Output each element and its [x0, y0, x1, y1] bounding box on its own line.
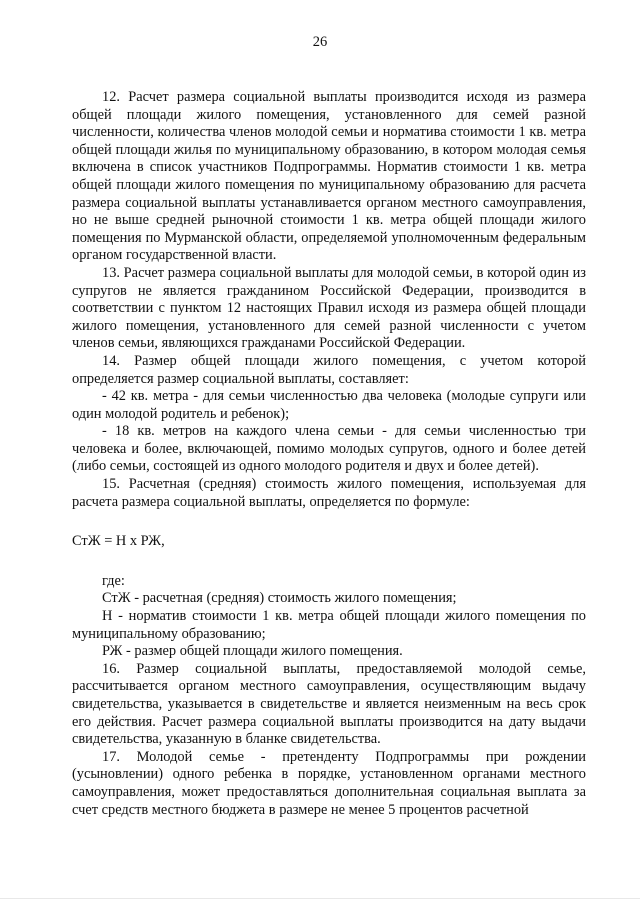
paragraph-14: 14. Размер общей площади жилого помещения, с учетом которой определяется размер социальной выплаты, составляет:	[72, 352, 586, 387]
page-number: 26	[312, 34, 328, 50]
definition-n: Н - норматив стоимости 1 кв. метра общей площади жилого помещения по муниципальному образованию;	[72, 608, 586, 642]
paragraph-13: 13. Расчет размера социальной выплаты для молодой семьи, в которой один из супругов не является гражданином Российской Федерации, производится в соответствии с пунктом 12 настоящих Правил исходя из размера общей площади жилого помещения, установленного для семей разной численности с учетом членов семьи, являющихся гражданами Российской Федерации.	[72, 264, 586, 352]
paragraph-16: 16. Размер социальной выплаты, предоставляемой молодой семье, рассчитывается органом местного самоуправления, осуществляющим выдачу свидетельства, указывается в свидетельстве и является неизменным на весь срок его действия. Расчет размера социальной выплаты производится на дату выдачи свидетельства, указанную в бланке свидетельства.	[72, 660, 586, 748]
formula-where: где:	[102, 572, 125, 589]
paragraph-17: 17. Молодой семье - претенденту Подпрограммы при рождении (усыновлении) одного ребенка в порядке, установленном органами местного самоуправления, может предоставляться дополнительная социальная выплата за счет средств местного бюджета в размере не менее 5 процентов расчетной	[72, 748, 586, 818]
paragraph-14-item-a: - 42 кв. метра - для семьи численностью два человека (молодые супруги или один молодой родитель и ребенок);	[72, 388, 586, 422]
document-body	[72, 89, 586, 819]
formula: СтЖ = Н х РЖ,	[72, 533, 165, 550]
paragraph-14-item-b: - 18 кв. метров на каждого члена семьи - для семьи численностью три человека и более, включающей, помимо молодых супругов, одного и более детей (либо семьи, состоящей из одного молодого родителя и двух и более детей).	[72, 423, 586, 475]
definition-stzh: СтЖ - расчетная (средняя) стоимость жилого помещения;	[102, 590, 457, 607]
scan-edge-divider	[0, 898, 640, 899]
paragraph-12: 12. Расчет размера социальной выплаты производится исходя из размера общей площади жилого помещения, установленного для семей разной численности, количества членов молодой семьи и норматива стоимости 1 кв. метра общей площади жилья по муниципальному образованию, в котором молодая семья включена в список участников Подпрограммы. Норматив стоимости 1 кв. метра общей площади жилого помещения по муниципальному образованию для расчета размера социальной выплаты устанавливается органом местного самоуправления, но не выше средней рыночной стоимости 1 кв. метра общей площади жилого помещения по Мурманской области, определяемой уполномоченным федеральным органом государственной власти.	[72, 89, 586, 264]
definition-rzh: РЖ - размер общей площади жилого помещения.	[102, 643, 403, 660]
paragraph-15: 15. Расчетная (средняя) стоимость жилого помещения, используемая для расчета размера социальной выплаты, определяется по формуле:	[72, 476, 586, 510]
